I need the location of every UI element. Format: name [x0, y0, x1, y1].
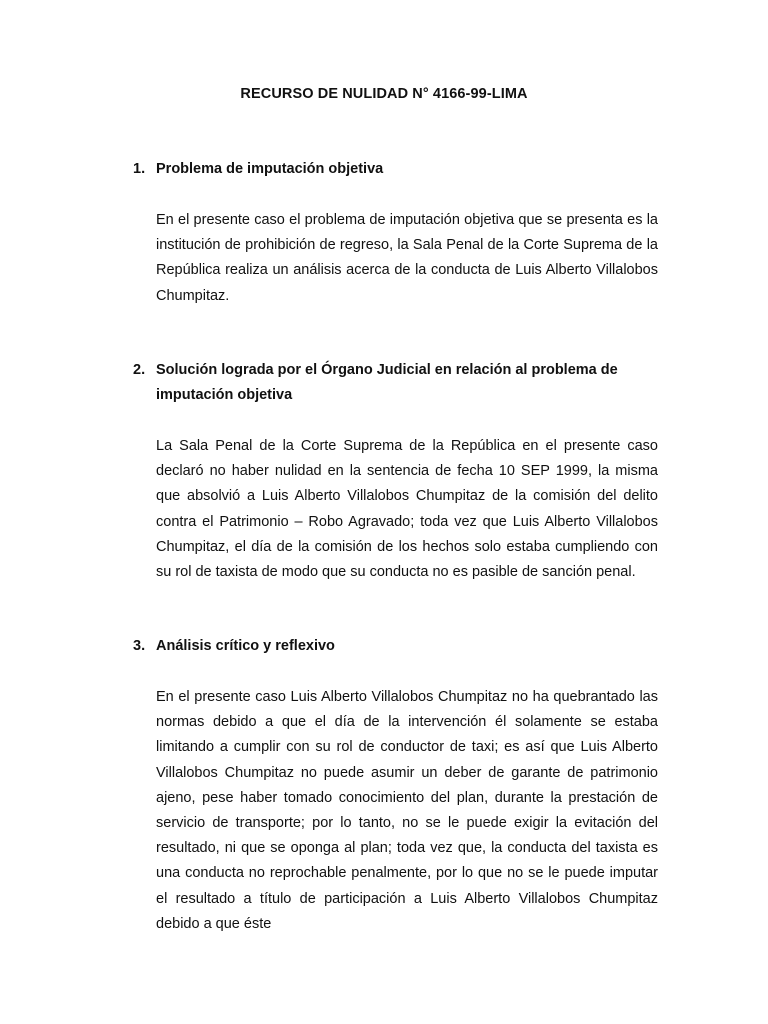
- section-paragraph: En el presente caso Luis Alberto Villalobos Chumpitaz no ha quebrantado las normas debido a que el día de la intervención él solamente se estaba limitando a cumplir con su rol de conductor de taxi; es así que Luis Alberto Villalobos Chumpitaz no puede asumir un deber de garante de patrimonio ajeno, pese haber tomado conocimiento del plan, durante la prestación de servicio de transporte; por lo tanto, no se le puede exigir la evitación del resultado, ni que se oponga al plan; toda vez que, la conducta del taxista es una conducta no reprochable penalmente, por lo que no se le puede imputar el resultado a título de participación a Luis Alberto Villalobos Chumpitaz debido a que éste: [156, 689, 658, 932]
- section-heading: [133, 358, 658, 408]
- section-paragraph: En el presente caso el problema de imputación objetiva que se presenta es la institución de prohibición de regreso, la Sala Penal de la Corte Suprema de la República realiza un análisis acerca de la conducta de Luis Alberto Villalobos Chumpitaz.: [156, 212, 658, 304]
- section-1: [133, 157, 658, 309]
- section-heading: [133, 157, 658, 182]
- section-heading-text: Análisis crítico y reflexivo: [156, 638, 335, 654]
- section-2: [133, 358, 658, 585]
- section-number: 1.: [133, 161, 146, 177]
- section-paragraph: La Sala Penal de la Corte Suprema de la República en el presente caso declaró no haber nulidad en la sentencia de fecha 10 SEP 1999, la misma que absolvió a Luis Alberto Villalobos Chumpitaz de la comisión del delito contra el Patrimonio – Robo Agravado; toda vez que Luis Alberto Villalobos Chumpitaz, el día de la comisión de los hechos solo estaba cumpliendo con su rol de taxista de modo que su conducta no es pasible de sanción penal.: [156, 438, 658, 581]
- section-heading-text: Problema de imputación objetiva: [156, 161, 384, 177]
- section-heading: [133, 634, 658, 659]
- section-number: 2.: [133, 362, 146, 378]
- section-heading-text: Solución lograda por el Órgano Judicial en relación al problema de imputación objetiva: [156, 362, 618, 403]
- document-title: RECURSO DE NULIDAD N° 4166-99-LIMA: [240, 86, 528, 102]
- section-number: 3.: [133, 638, 146, 654]
- section-3: [133, 634, 658, 937]
